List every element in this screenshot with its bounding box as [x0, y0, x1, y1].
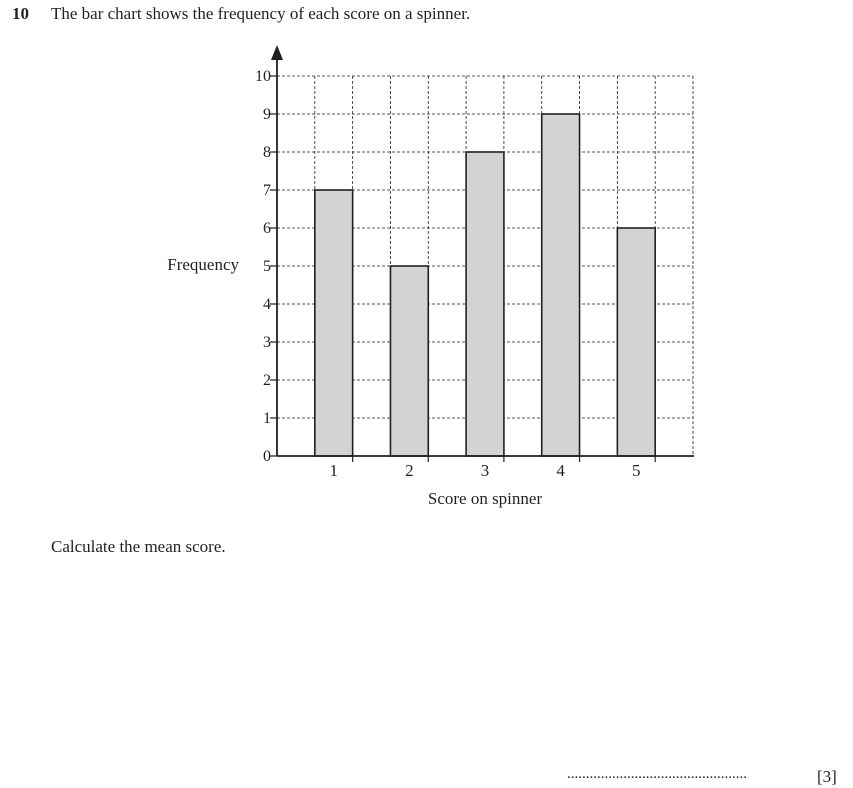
y-axis-label: Frequency — [167, 255, 239, 274]
bar-score-2 — [390, 266, 428, 456]
y-tick-label: 8 — [263, 144, 271, 161]
bar-score-4 — [542, 114, 580, 456]
chart-bars — [315, 114, 655, 456]
x-tick-label: 2 — [405, 461, 414, 480]
x-tick-label: 3 — [480, 461, 490, 480]
x-tick-label: 4 — [556, 461, 565, 480]
y-tick-label: 7 — [263, 182, 271, 199]
instruction-text: Calculate the mean score. — [51, 537, 226, 556]
y-tick-label: 6 — [263, 220, 271, 237]
y-tick-label: 2 — [263, 372, 271, 389]
question-number: 10 — [12, 4, 29, 23]
y-tick-label: 10 — [255, 68, 271, 85]
y-tick-label: 3 — [263, 334, 271, 351]
bar-score-5 — [617, 228, 655, 456]
y-axis-arrow-icon — [271, 45, 283, 60]
answer-line[interactable]: ................................................ — [567, 766, 747, 782]
x-tick-label: 1 — [329, 461, 338, 480]
bar-score-3 — [466, 152, 504, 456]
marks-label: [3] — [817, 767, 837, 786]
x-tick-label: 5 — [632, 461, 641, 480]
question-text: The bar chart shows the frequency of each score on a spinner. — [51, 4, 471, 23]
x-axis-label: Score on spinner — [427, 489, 543, 508]
y-tick-label: 4 — [263, 296, 271, 313]
y-tick-label: 9 — [263, 106, 271, 123]
bar-score-1 — [315, 190, 353, 456]
y-tick-label: 0 — [263, 448, 271, 465]
y-tick-label: 1 — [263, 410, 271, 427]
y-tick-label: 5 — [263, 258, 271, 275]
